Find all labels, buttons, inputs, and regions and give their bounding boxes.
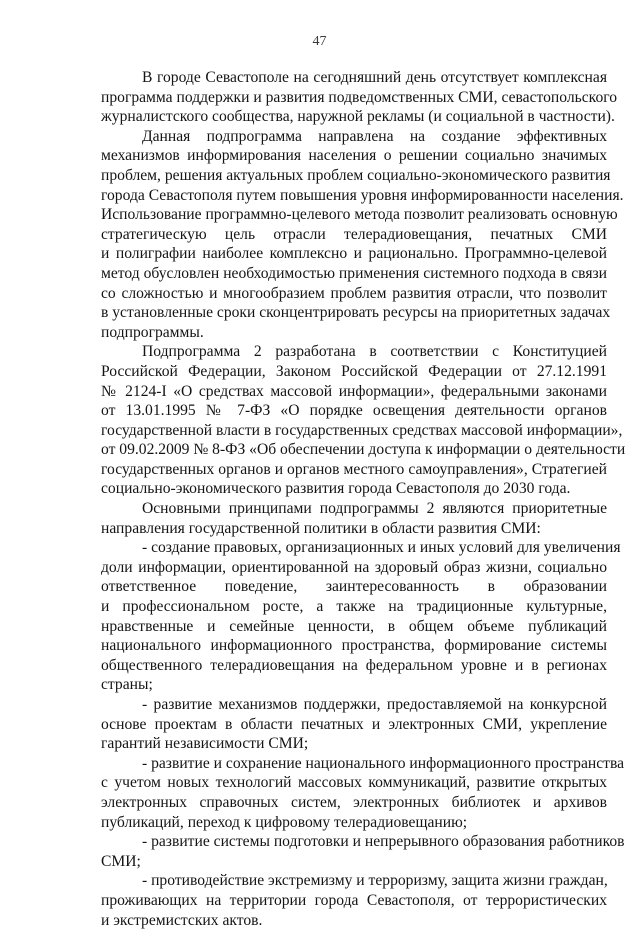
page-number: 47 <box>312 34 327 49</box>
text-line: доли информации, ориентированной на здоровый образ жизни, социально <box>101 558 607 576</box>
text-line: социально-экономического развития города Севастополя до 2030 года. <box>101 480 571 498</box>
text-line: страны; <box>101 676 153 694</box>
text-line: В городе Севастополе на сегодняшний день отсутствует комплексная <box>142 69 607 86</box>
text-line: государственных органов и органов местного самоуправления», Стратегией <box>101 460 607 478</box>
text-line: стратегическую цель отрасли телерадиовещания, печатных СМИ <box>101 225 607 243</box>
text-line: от 13.01.1995 № 7-ФЗ «О порядке освещения деятельности органов <box>101 402 607 420</box>
text-line: механизмов информирования населения о решении социально значимых <box>101 147 607 165</box>
text-line: основе проектам в области печатных и электронных СМИ, укрепление <box>101 715 607 733</box>
text-line: Данная подпрограмма направлена на создание эффективных <box>142 127 607 145</box>
text-line: - противодействие экстремизму и терроризму, защита жизни граждан, <box>142 872 608 890</box>
text-line: и профессиональном росте, а также на традиционные культурные, <box>101 598 607 616</box>
text-line: Подпрограмма 2 разработана в соответствии с Конституцией <box>142 343 607 361</box>
text-line: публикаций, переход к цифровому телерадиовещанию; <box>101 813 468 831</box>
text-line: национального информационного пространства, формирование системы <box>101 637 607 655</box>
text-line: со сложностью и многообразием проблем развития отрасли, что позволит <box>101 284 607 302</box>
text-line: электронных справочных систем, электронных библиотек и архивов <box>101 793 607 811</box>
document-body <box>101 68 626 930</box>
text-line: метод обусловлен необходимостью применения системного подхода в связи <box>101 264 607 282</box>
text-line: ответственное поведение, заинтересованность в образовании <box>101 578 607 596</box>
text-line: Российской Федерации, Законом Российской Федерации от 27.12.1991 <box>101 362 607 380</box>
text-line: государственной власти в государственных средствах массовой информации», <box>101 421 623 439</box>
text-line: направления государственной политики в области развития СМИ: <box>101 519 541 537</box>
text-line: журналистского сообщества, наружной рекламы (и социальной в частности). <box>101 108 615 126</box>
text-line: нравственные и семейные ценности, в общем объеме публикаций <box>101 617 607 635</box>
text-line: в установленные сроки сконцентрировать ресурсы на приоритетных задачах <box>101 304 611 322</box>
text-line: от 09.02.2009 № 8-ФЗ «Об обеспечении доступа к информации о деятельности <box>101 441 626 459</box>
text-line: и экстремистских актов. <box>101 911 263 929</box>
text-line: - развитие и сохранение национального информационного пространства <box>142 754 625 772</box>
text-line: гарантий независимости СМИ; <box>101 735 309 753</box>
text-line: проблем, решения актуальных проблем социально-экономического развития <box>101 166 611 184</box>
text-line: и полиграфии наиболее комплексно и рационально. Программно-целевой <box>101 245 607 263</box>
text-line: № 2124-I «О средствах массовой информации», федеральными законами <box>101 382 607 400</box>
text-line: проживающих на территории города Севастополя, от террористических <box>101 891 607 909</box>
text-line: города Севастополя путем повышения уровня информированности населения. <box>101 186 624 204</box>
text-line: подпрограммы. <box>101 323 204 341</box>
text-line: общественного телерадиовещания на федеральном уровне и в регионах <box>101 656 607 674</box>
text-line: с учетом новых технологий массовых коммуникаций, развитие открытых <box>101 774 607 792</box>
text-line: Использование программно-целевого метода позволит реализовать основную <box>101 206 618 224</box>
text-line: - развитие механизмов поддержки, предоставляемой на конкурсной <box>142 696 607 713</box>
text-line: Основными принципами подпрограммы 2 являются приоритетные <box>142 500 607 518</box>
text-line: - создание правовых, организационных и иных условий для увеличения <box>142 539 621 557</box>
text-line: СМИ; <box>101 852 141 870</box>
text-line: - развитие системы подготовки и непрерывного образования работников <box>142 833 625 851</box>
text-line: программа поддержки и развития подведомственных СМИ, севастопольского <box>101 88 618 106</box>
